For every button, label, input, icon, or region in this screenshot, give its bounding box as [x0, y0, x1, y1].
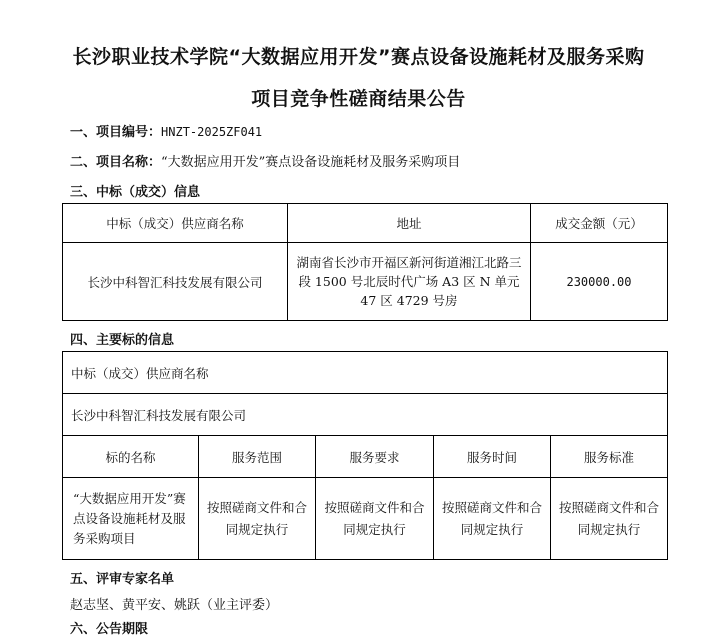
table-row [63, 243, 668, 321]
header-subject-name: 标的名称 [63, 436, 199, 478]
header-address: 地址 [288, 204, 531, 243]
header-service-requirement: 服务要求 [316, 436, 434, 478]
expert-list-value: 赵志坚、黄平安、姚跃（业主评委） [70, 598, 279, 613]
project-name-value: “大数据应用开发”赛点设备设施耗材及服务采购项目 [161, 155, 461, 170]
address-cell: 湖南省长沙市开福区新河街道湘江北路三段 1500 号北辰时代广场 A3 区 N 单元 47 区 4729 号房 [288, 243, 531, 321]
notice-period-heading: 六、公告期限 [70, 622, 149, 637]
table-row [63, 394, 668, 436]
supplier-name-cell: 长沙中科智汇科技发展有限公司 [63, 243, 288, 321]
award-info-heading: 三、中标（成交）信息 [70, 185, 201, 200]
subject-name-cell: “大数据应用开发”赛点设备设施耗材及服务采购项目 [63, 478, 199, 560]
supplier-label-cell: 中标（成交）供应商名称 [63, 352, 668, 394]
project-name-line [70, 151, 460, 170]
supplier-value-cell: 长沙中科智汇科技发展有限公司 [63, 394, 668, 436]
project-name-label: 二、项目名称： [70, 155, 162, 170]
main-subject-heading: 四、主要标的信息 [70, 333, 175, 348]
award-info-table [62, 203, 668, 321]
table-row [63, 352, 668, 394]
table-row [63, 478, 668, 560]
expert-list-heading: 五、评审专家名单 [70, 572, 175, 587]
document-title: 长沙职业技术学院“大数据应用开发”赛点设备设施耗材及服务采购 [72, 46, 645, 68]
header-service-standard: 服务标准 [551, 436, 668, 478]
project-number-label: 一、项目编号： [70, 125, 162, 140]
service-requirement-cell: 按照磋商文件和合同规定执行 [316, 478, 434, 560]
header-service-scope: 服务范围 [199, 436, 316, 478]
main-subject-table [62, 351, 668, 560]
service-time-cell: 按照磋商文件和合同规定执行 [434, 478, 551, 560]
header-supplier-name: 中标（成交）供应商名称 [63, 204, 288, 243]
amount-value: 230000.00 [566, 275, 632, 289]
project-number-value: HNZT-2025ZF041 [161, 125, 263, 139]
header-amount: 成交金额（元） [531, 204, 668, 243]
service-standard-cell: 按照磋商文件和合同规定执行 [551, 478, 668, 560]
service-scope-cell: 按照磋商文件和合同规定执行 [199, 478, 316, 560]
project-number-line [70, 121, 262, 140]
amount-cell [531, 243, 668, 321]
table-header-row [63, 436, 668, 478]
document-subtitle: 项目竞争性磋商结果公告 [251, 88, 466, 110]
table-header-row [63, 204, 668, 243]
header-service-time: 服务时间 [434, 436, 551, 478]
